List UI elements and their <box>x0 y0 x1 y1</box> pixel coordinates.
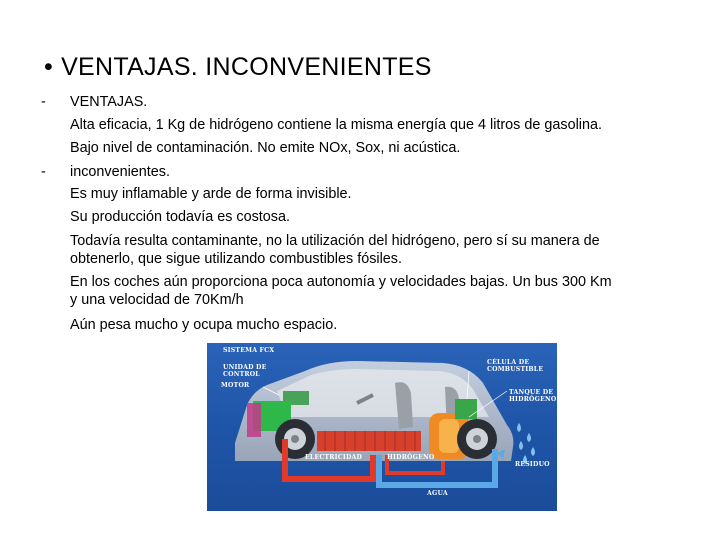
line-ventajas: VENTAJAS. <box>70 94 148 110</box>
label-celula-combustible: CÉLULA DE COMBUSTIBLE <box>487 359 544 373</box>
slide-title <box>44 53 432 82</box>
line-inflamable: Es muy inflamable y arde de forma invisible. <box>70 186 352 202</box>
label-hidrogeno: HIDRÓGENO <box>387 454 435 461</box>
label-unidad-control: UNIDAD DE CONTROL <box>223 364 267 378</box>
line-contaminante-1: Todavía resulta contaminante, no la utilización del hidrógeno, pero sí su manera de <box>70 233 600 249</box>
title-text: VENTAJAS. INCONVENIENTES <box>61 53 432 81</box>
list-dash-2: - <box>41 164 46 180</box>
hydrogen-tank-inner <box>439 419 459 453</box>
label-tanque-hidrogeno: TANQUE DE HIDRÓGENO <box>509 389 557 403</box>
line-peso: Aún pesa mucho y ocupa mucho espacio. <box>70 317 338 333</box>
label-residuo: RESIDUO <box>515 461 550 468</box>
label-motor: MOTOR <box>221 382 250 389</box>
list-dash-1: - <box>41 94 46 110</box>
rear-wheel-center <box>473 435 481 443</box>
line-produccion: Su producción todavía es costosa. <box>70 209 290 225</box>
title-bullet: • <box>44 53 54 81</box>
fcx-system-illustration <box>207 343 557 511</box>
line-contaminante-2: obtenerlo, que sigue utilizando combustibles fósiles. <box>70 251 402 267</box>
water-drops <box>517 423 535 464</box>
label-sistema-fcx: SISTEMA FCX <box>223 347 275 354</box>
line-autonomia-2: y una velocidad de 70Km/h <box>70 292 244 308</box>
label-agua: AGUA <box>427 490 448 497</box>
front-wheel-center <box>291 435 299 443</box>
line-inconvenientes: inconvenientes. <box>70 164 171 180</box>
line-alta-eficacia: Alta eficacia, 1 Kg de hidrógeno contiene la misma energía que 4 litros de gasolina. <box>70 117 602 133</box>
line-autonomia-1: En los coches aún proporciona poca autonomía y velocidades bajas. Un bus 300 Km <box>70 274 612 290</box>
fuel-cell <box>455 399 477 419</box>
label-electricidad: ELECTRICIDAD <box>305 454 363 461</box>
motor-box <box>247 403 261 437</box>
line-bajo-nivel: Bajo nivel de contaminación. No emite NOx, Sox, ni acústica. <box>70 140 461 156</box>
